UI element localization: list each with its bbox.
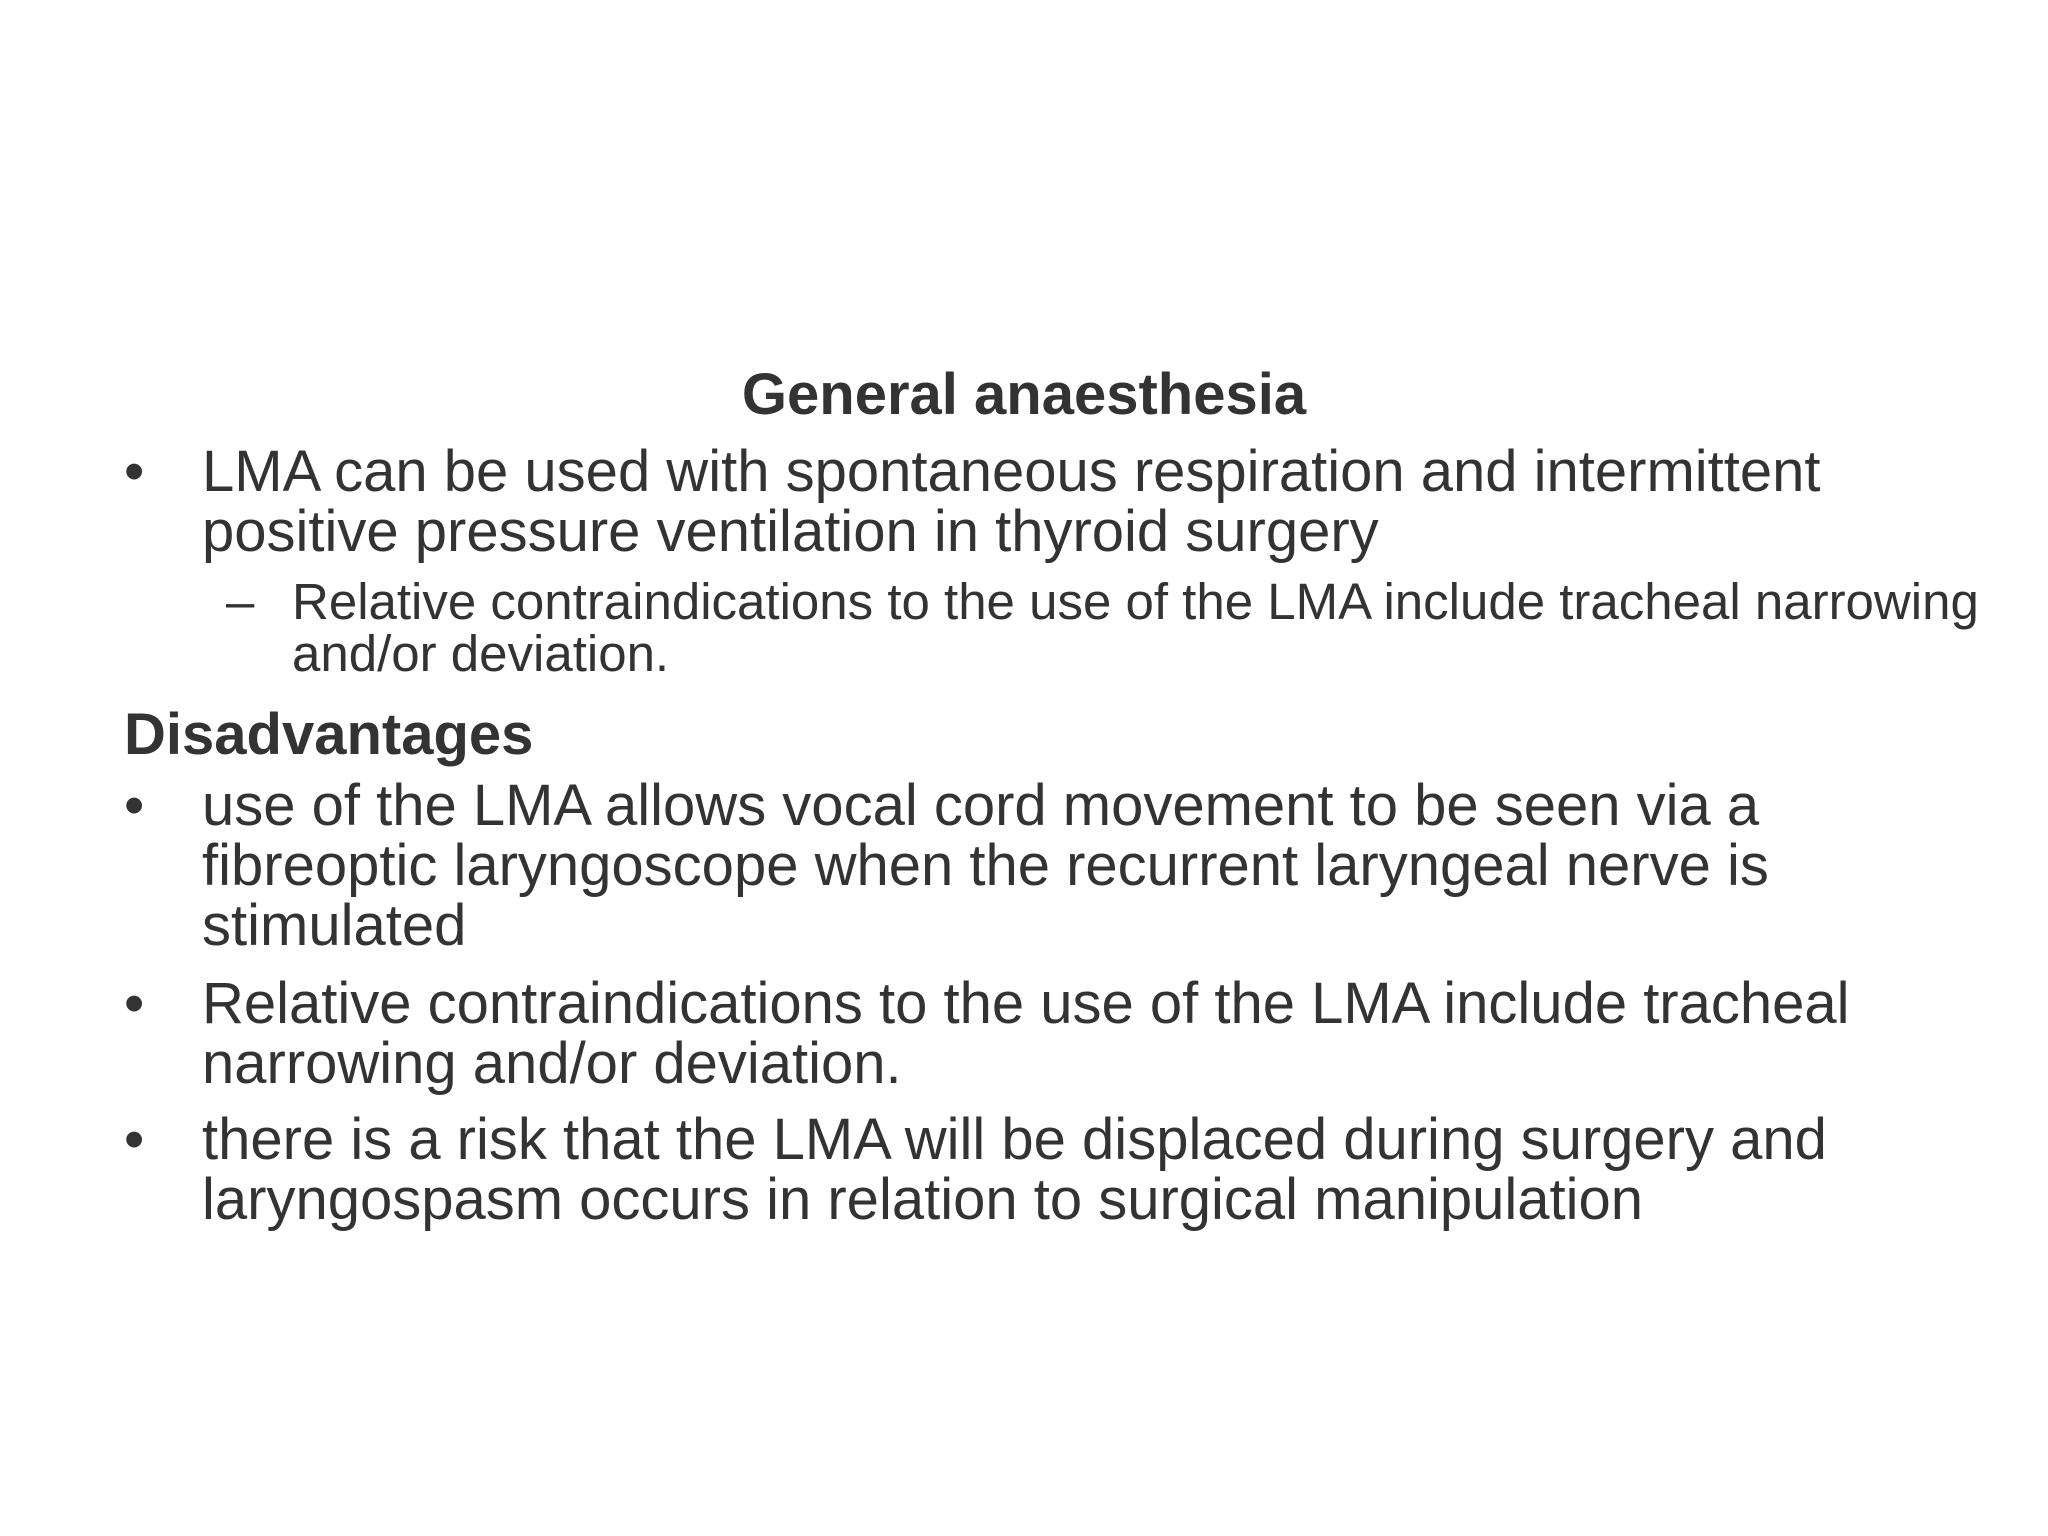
bullet-text: there is a risk that the LMA will be displaced during surgery and laryngospasm occurs in relation to surgical manipulation <box>202 1107 1827 1232</box>
bullet-text: LMA can be used with spontaneous respiration and intermittent positive pressure ventilation in thyroid surgery <box>202 439 1821 564</box>
slide-title: General anaesthesia <box>741 362 1307 427</box>
disadvantage-item-contraindications <box>124 971 1984 1096</box>
dash-marker: – <box>226 573 255 630</box>
sub-bullet-text: Relative contraindications to the use of the LMA include tracheal narrowing and/or deviation. <box>292 573 1979 682</box>
bullet-marker: • <box>124 773 145 838</box>
bullet-text: use of the LMA allows vocal cord movement to be seen via a fibreoptic laryngoscope when the recurrent laryngeal nerve is stimulated <box>202 773 1769 958</box>
bullet-marker: • <box>124 439 145 504</box>
disadvantage-item-displacement <box>124 1107 1984 1232</box>
section-heading-disadvantages: Disadvantages <box>124 702 534 767</box>
bullet-text: Relative contraindications to the use of the LMA include tracheal narrowing and/or deviation. <box>202 971 1850 1096</box>
disadvantage-item-vocal-cord <box>124 773 1984 958</box>
sub-bullet-item-contraindications <box>226 573 2006 682</box>
bullet-item-lma-use <box>124 439 1984 564</box>
bullet-marker: • <box>124 1107 145 1172</box>
bullet-marker: • <box>124 971 145 1036</box>
